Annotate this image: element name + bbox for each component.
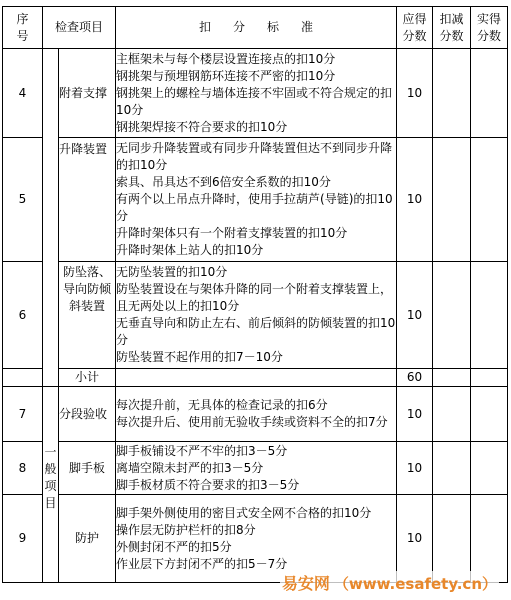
row-item: 防坠落、 导向防倾 斜装置 [59,262,116,369]
row-item: 脚手板 [59,442,116,495]
row-actual [471,495,508,583]
header-score-due: 应得 分数 [397,7,433,49]
header-actual: 实得 分数 [471,7,508,49]
criterion: 无防坠装置的扣10分 [116,265,228,279]
general-category-cell: 一 般 项 目 [43,387,59,583]
criterion: 脚手板材质不符合要求的扣3－5分 [116,477,300,492]
row-deduct [433,262,471,369]
row-actual [471,49,508,138]
row-no: 7 [3,387,43,442]
guarantee-category-cell [43,49,59,387]
criterion: 升降时架体上站人的扣10分 [116,243,264,257]
header-row [3,7,508,49]
criterion: 无同步升降装置或有同步升降装置但达不到同步升降的扣10分 [116,141,393,172]
subtotal-no [3,369,43,387]
criterion: 无垂直导向和防止左右、前后倾斜的防倾装置的扣10分 [116,316,396,347]
row-item: 附着支撑 [59,49,116,138]
header-item: 检查项目 [43,7,116,49]
table-row [3,442,508,495]
criterion: 每次提升后、使用前无验收手续或资料不全的扣7分 [116,415,388,429]
row-score: 10 [397,262,433,369]
watermark [280,571,499,594]
row-deduct [433,442,471,495]
subtotal-row [3,369,508,387]
row-deduct [433,495,471,583]
row-actual [471,262,508,369]
row-actual [471,442,508,495]
criterion: 离墙空隙未封严的扣3－5分 [116,460,264,475]
inspection-score-table [2,6,508,583]
row-score: 10 [397,49,433,138]
criterion: 有两个以上吊点升降时，使用手拉葫芦(导链)的扣10分 [116,192,393,223]
row-criteria [116,262,397,369]
row-item: 防护 [59,495,116,583]
row-item: 升降装置 [59,138,116,262]
subtotal-criteria [116,369,397,387]
table-row [3,262,508,369]
row-deduct [433,138,471,262]
table-row [3,138,508,262]
criterion: 脚手板铺设不严不牢的扣3－5分 [116,443,288,458]
watermark-url: （www.esafety.cn） [333,575,497,593]
row-criteria [116,138,397,262]
row-no: 6 [3,262,43,369]
subtotal-label: 小计 [59,369,116,387]
criterion: 脚手架外侧使用的密目式安全网不合格的扣10分 [116,505,372,520]
row-actual [471,387,508,442]
row-no: 8 [3,442,43,495]
row-score: 10 [397,442,433,495]
row-no: 4 [3,49,43,138]
criterion: 索具、吊具达不到6倍安全系数的扣10分 [116,175,331,189]
row-no: 9 [3,495,43,583]
criterion: 操作层无防护栏杆的扣8分 [116,522,256,537]
header-deduct: 扣减 分数 [433,7,471,49]
row-item: 分段验收 [59,387,116,442]
row-no: 5 [3,138,43,262]
subtotal-score: 60 [397,369,433,387]
criterion: 外侧封闭不严的扣5分 [116,539,232,554]
row-score: 10 [397,387,433,442]
header-standard: 扣分标准 [116,7,397,49]
header-no: 序 号 [3,7,43,49]
criterion: 防坠装置不起作用的扣7－10分 [116,350,283,364]
row-actual [471,138,508,262]
subtotal-actual [471,369,508,387]
row-criteria [116,442,397,495]
row-deduct [433,387,471,442]
row-criteria [116,387,397,442]
row-criteria [116,49,397,138]
table-row [3,387,508,442]
row-score: 10 [397,138,433,262]
criterion: 钢挑架与预埋钢筋环连接不严密的扣10分 [116,68,336,83]
criterion: 作业层下方封闭不严的扣5－7分 [116,556,288,571]
criterion: 防坠装置设在与架体升降的同一个附着支撑装置上，且无两处以上的扣10分 [116,282,393,313]
criterion: 钢挑架上的螺栓与墙体连接不牢固或不符合规定的扣10分 [116,85,393,117]
watermark-cn: 易安网 [281,574,330,593]
criterion: 升降时架体只有一个附着支撑装置的扣10分 [116,226,348,240]
criterion: 每次提升前，无具体的检查记录的扣6分 [116,398,328,412]
row-score: 10 [397,495,433,583]
table-row [3,495,508,583]
subtotal-deduct [433,369,471,387]
row-deduct [433,49,471,138]
criterion: 主框架未与每个楼层设置连接点的扣10分 [116,51,336,66]
criterion: 钢挑架焊接不符合要求的扣10分 [116,119,288,134]
row-criteria [116,495,397,583]
table-row [3,49,508,138]
